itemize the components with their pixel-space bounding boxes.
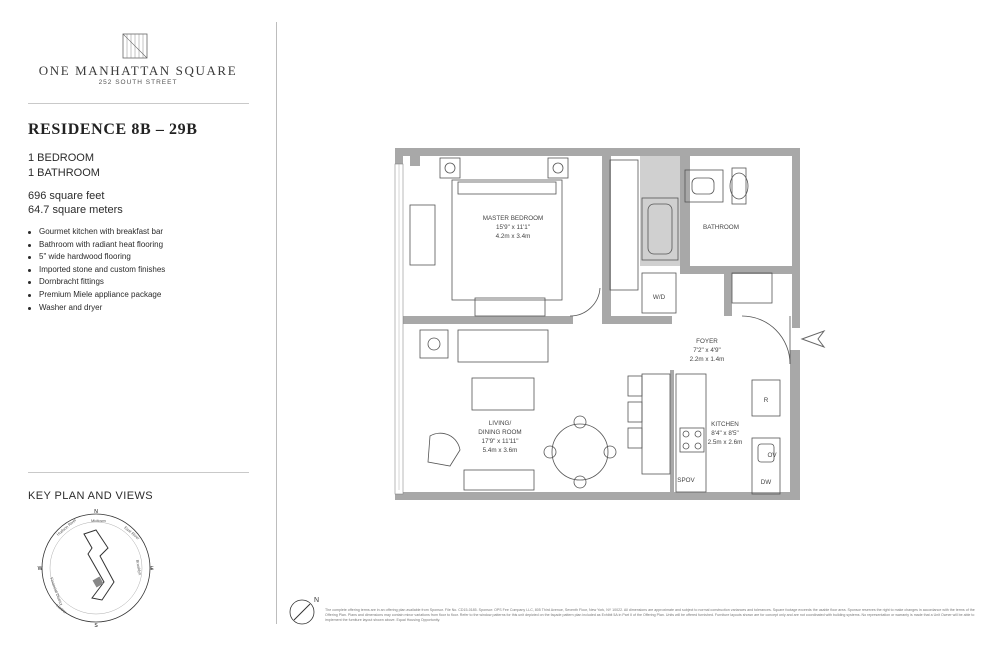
living-name-2: DINING ROOM [478, 429, 522, 436]
feature-item: 5" wide hardwood flooring [28, 251, 165, 264]
dishwasher-label: DW [760, 479, 772, 486]
armchair [428, 433, 460, 466]
oven-label: OV [767, 452, 777, 459]
refrigerator-label: R [763, 397, 769, 404]
living-imperial: 17'9" x 11'11" [481, 438, 519, 445]
kitchen-imperial: 8'4" x 8'5" [711, 430, 739, 437]
key-plan-harbor: Harbor [55, 602, 68, 615]
brand-address: 252 SOUTH STREET [98, 79, 178, 86]
sofa [458, 330, 548, 362]
residence-title: RESIDENCE 8B – 29B [28, 121, 198, 138]
compass-north-icon [286, 590, 326, 630]
wall-east-upper [792, 148, 800, 328]
wall-north [395, 148, 800, 156]
foyer-metric: 2.2m x 1.4m [689, 356, 725, 363]
kitchen-name: KITCHEN [711, 421, 739, 428]
features-list [28, 226, 165, 314]
area-sqm: 64.7 square meters [28, 204, 123, 216]
compass-north-label: N [314, 597, 320, 604]
key-plan-brooklyn: Brooklyn [135, 559, 143, 576]
master-bedroom-imperial: 15'9" x 11'1" [495, 224, 531, 231]
sink [685, 170, 723, 202]
key-plan-n: N [94, 509, 98, 515]
key-plan-midtown: Midtown [91, 518, 106, 523]
kitchen-metric: 2.5m x 2.6m [707, 439, 743, 446]
brand-logo-icon [121, 32, 149, 60]
key-plan-diagram [36, 508, 156, 628]
sidebar [0, 0, 276, 647]
dining-table [552, 424, 608, 480]
bathroom-count: 1 BATHROOM [28, 167, 100, 179]
feature-item: Bathroom with radiant heat flooring [28, 239, 165, 252]
coffee-table [472, 378, 534, 410]
bedroom-count: 1 BEDROOM [28, 152, 95, 164]
foyer-name: FOYER [696, 338, 718, 345]
wd-label: W/D [652, 294, 666, 301]
living-name-1: LIVING/ [488, 420, 512, 427]
key-plan-hudson: Hudson River [55, 517, 78, 537]
bed [452, 180, 562, 300]
feature-item: Dornbracht fittings [28, 276, 165, 289]
floor-plan [380, 140, 810, 510]
kitchen-island [642, 374, 670, 474]
key-plan-s: S [94, 623, 98, 628]
feature-item: Premium Miele appliance package [28, 289, 165, 302]
bathroom-name: BATHROOM [703, 224, 739, 231]
divider [28, 103, 249, 104]
living-metric: 5.4m x 3.6m [482, 447, 518, 454]
legal-disclaimer: The complete offering terms are in an offering plan available from Sponsor. File No. CD15-0185. Sponsor: OPS Fee Company LLC, 805 Third Avenue, Seventh Floor, New York, NY 10022. All dimensions are approximate and subject to normal construction variances and tolerances. Square footage exceeds the usable floor area. Sponsor reserves the right to make changes in accordance with the terms of the Offering Plan. Plans and dimensions may contain minor variations from floor to floor. Refer to the window patterns for this unit depicted on the façade pattern plan included as Exhibit 5A in Part II of the Offering Plan. Units will be offered furnished. Furniture layouts shown are for concept only and are not coordinated with building systems. No representation or warranty is made that a Unit Owner will be able to implement the furniture layout shown above. Equal Housing Opportunity. [325, 608, 975, 622]
master-bedroom-name: MASTER BEDROOM [482, 215, 544, 222]
feature-item: Imported stone and custom finishes [28, 264, 165, 277]
brand-name: ONE MANHATTAN SQUARE [38, 63, 238, 78]
key-plan-financial: Financial District [49, 576, 64, 606]
key-plan-w: W [37, 566, 43, 572]
key-plan-title: KEY PLAN AND VIEWS [28, 490, 153, 502]
feature-item: Gourmet kitchen with breakfast bar [28, 226, 165, 239]
washer-dryer [642, 273, 676, 313]
entry-arrow-icon [800, 329, 828, 349]
area-sqft: 696 square feet [28, 190, 105, 202]
foyer-imperial: 7'2" x 4'9" [693, 347, 721, 354]
divider [28, 472, 249, 473]
spov-label: SPOV [677, 477, 695, 484]
key-plan-east-river: East River [123, 524, 141, 541]
master-bedroom-metric: 4.2m x 3.4m [495, 233, 531, 240]
wall-bedroom-south [403, 316, 573, 324]
vertical-divider [276, 22, 277, 624]
kitchen-counter [676, 374, 706, 492]
feature-item: Washer and dryer [28, 302, 165, 315]
key-plan-e: E [150, 566, 154, 572]
